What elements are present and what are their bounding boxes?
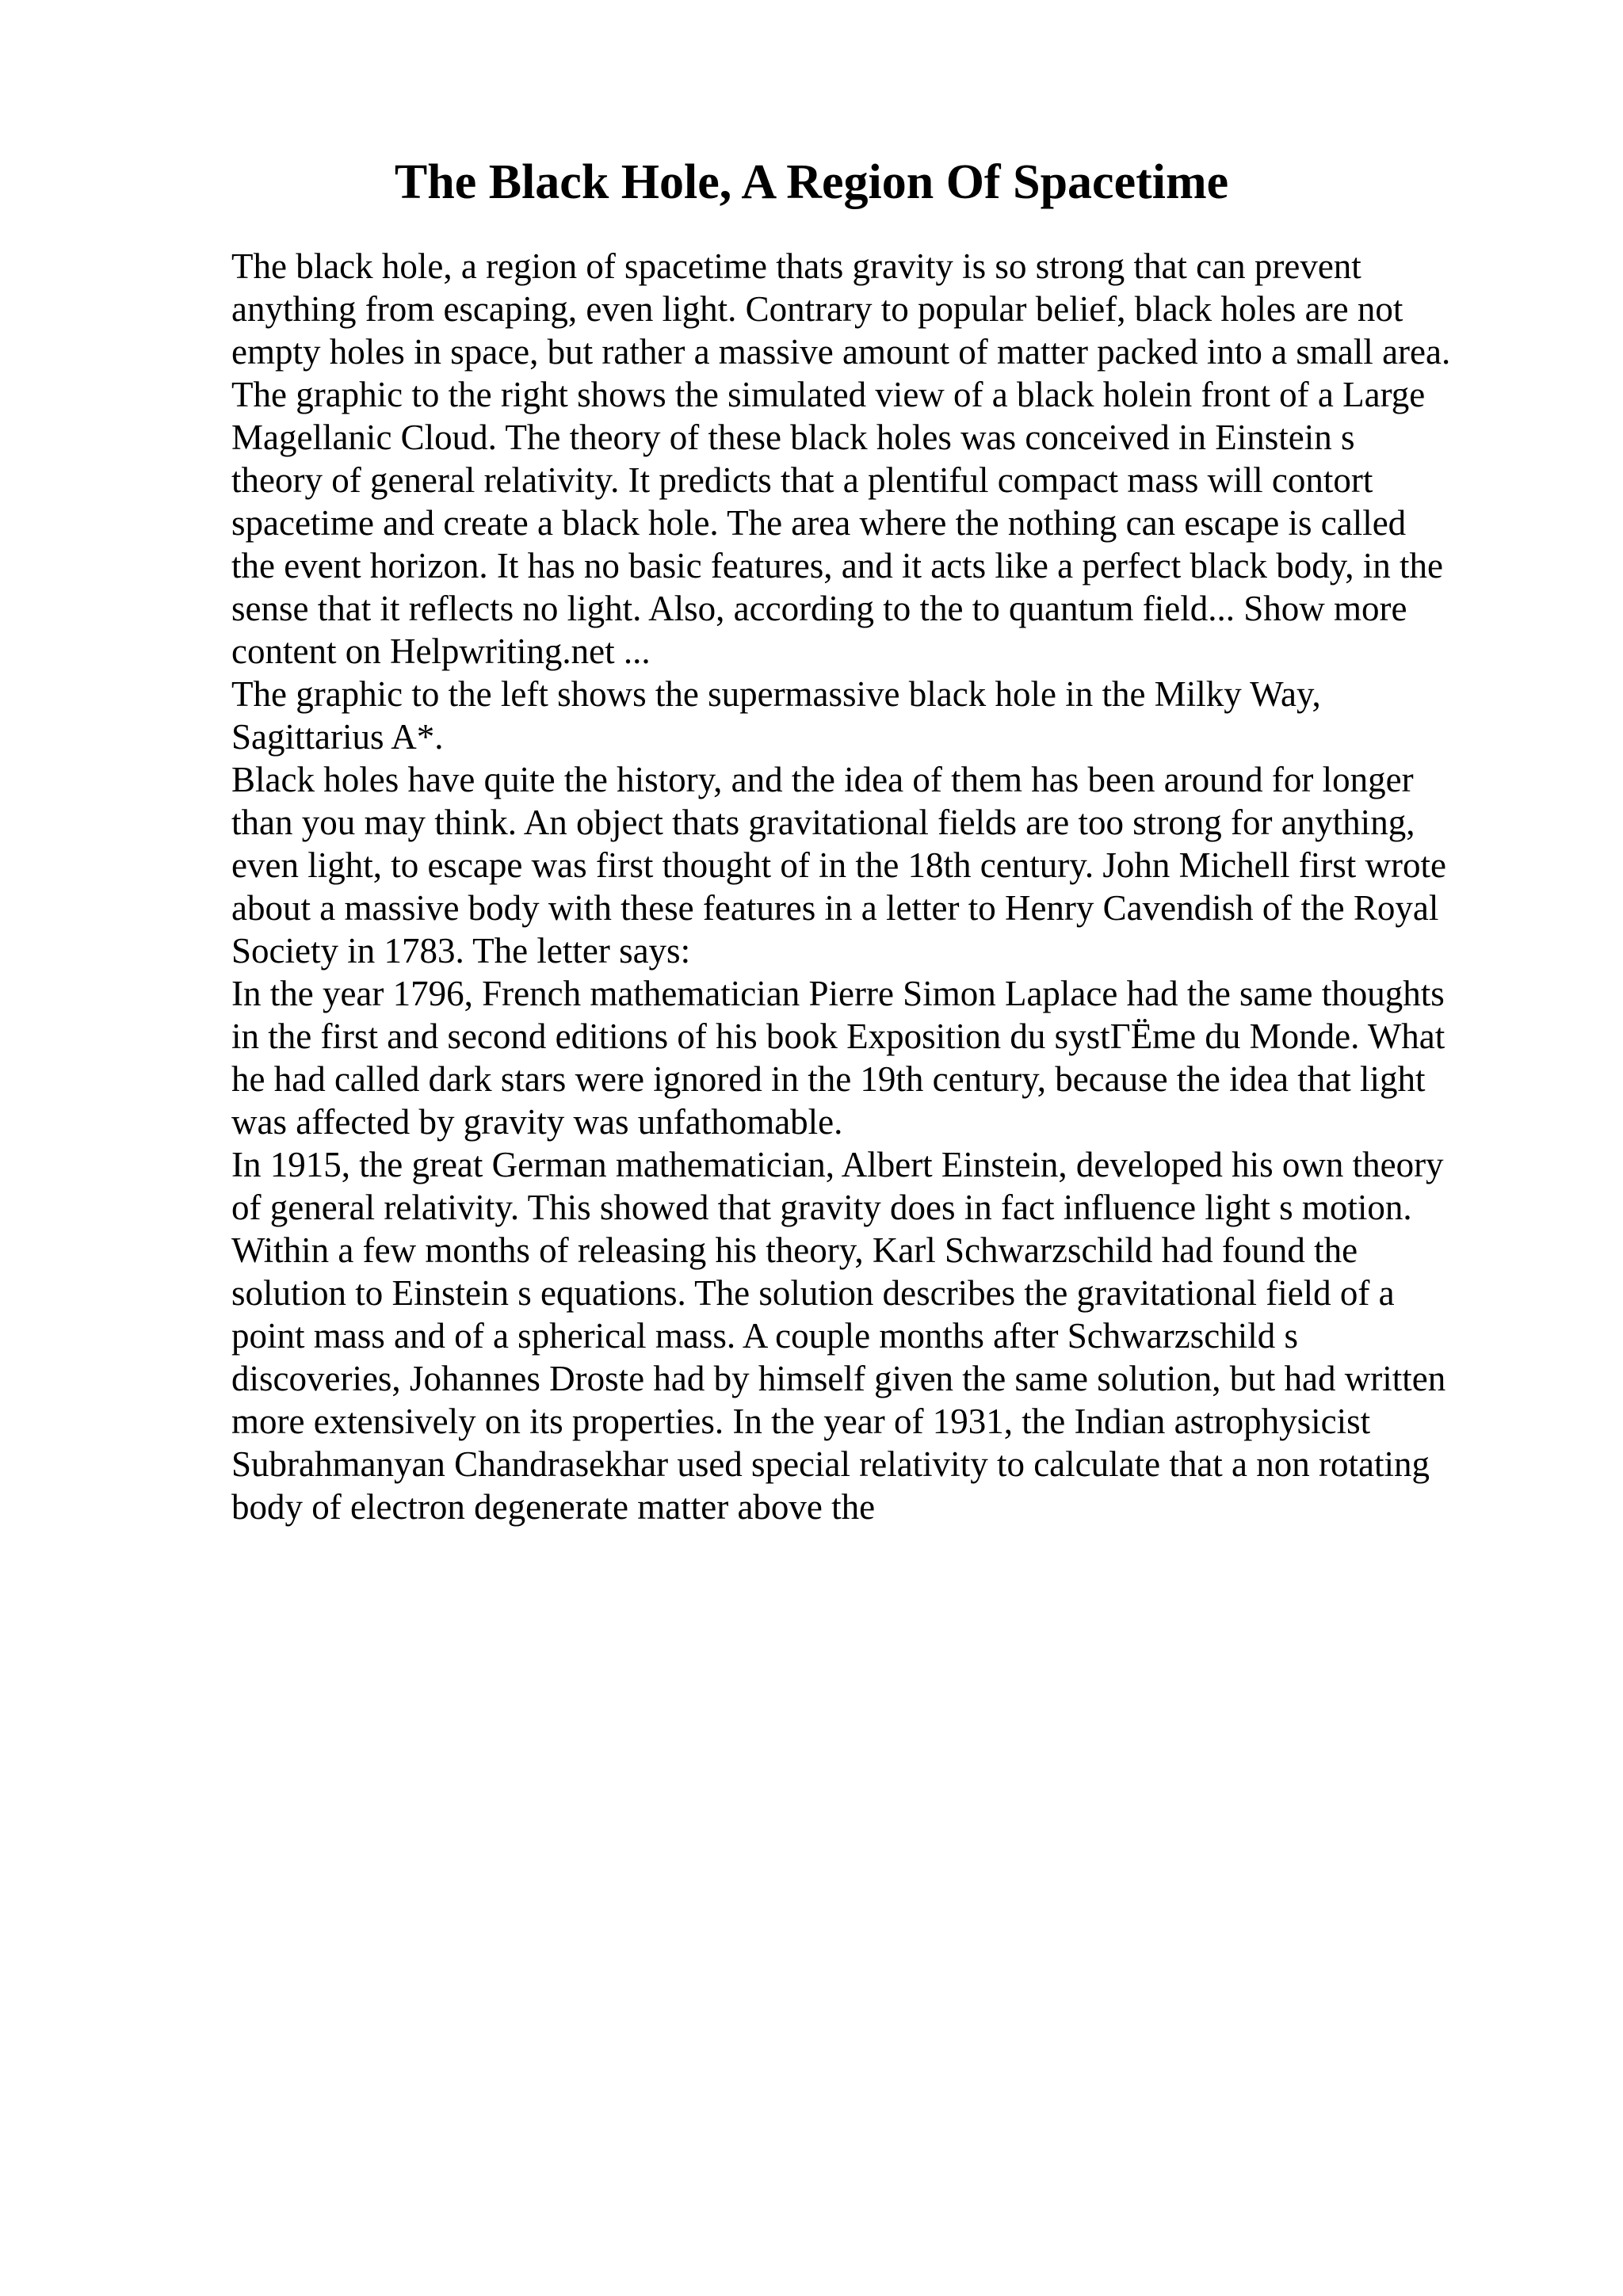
text-line: the event horizon. It has no basic features, and it acts like a perfect black body, in the [231, 546, 1444, 585]
text-line: discoveries, Johannes Droste had by himself given the same solution, but had written [231, 1359, 1446, 1398]
text-line: content on Helpwriting.net ... [231, 631, 651, 671]
text-line: The graphic to the right shows the simulated view of a black holein front of a Large [231, 375, 1426, 414]
text-line: anything from escaping, even light. Contrary to popular belief, black holes are not [231, 289, 1403, 329]
text-line: he had called dark stars were ignored in the 19th century, because the idea that light [231, 1059, 1426, 1099]
text-line: than you may think. An object thats gravitational fields are too strong for anything, [231, 803, 1415, 842]
text-line: Magellanic Cloud. The theory of these black holes was conceived in Einstein s [231, 418, 1355, 457]
document-body [231, 245, 1499, 1528]
text-line: body of electron degenerate matter above the [231, 1487, 876, 1527]
text-line: was affected by gravity was unfathomable. [231, 1102, 843, 1142]
text-line: Subrahmanyan Chandrasekhar used special relativity to calculate that a non rotating [231, 1444, 1430, 1484]
paragraph [231, 245, 1499, 673]
text-line: In the year 1796, French mathematician Pierre Simon Laplace had the same thoughts [231, 974, 1445, 1013]
text-line: about a massive body with these features in a letter to Henry Cavendish of the Royal [231, 888, 1439, 928]
text-line: Society in 1783. The letter says: [231, 931, 691, 971]
document-title: The Black Hole, A Region Of Spacetime [394, 155, 1229, 209]
text-line: more extensively on its properties. In the year of 1931, the Indian astrophysicist [231, 1402, 1371, 1441]
text-line: The graphic to the left shows the supermassive black hole in the Milky Way, [231, 674, 1321, 714]
text-line: even light, to escape was first thought of in the 18th century. John Michell first wrote [231, 845, 1446, 885]
text-line: The black hole, a region of spacetime thats gravity is so strong that can prevent [231, 246, 1361, 286]
text-line: In 1915, the great German mathematician, Albert Einstein, developed his own theory [231, 1145, 1444, 1184]
paragraph [231, 758, 1499, 972]
text-line: sense that it reflects no light. Also, according to the to quantum field... Show more [231, 589, 1407, 628]
text-line: solution to Einstein s equations. The solution describes the gravitational field of a [231, 1273, 1395, 1313]
text-line: in the first and second editions of his book Exposition du systΓËme du Monde. What [231, 1016, 1445, 1056]
text-line: Sagittarius A*. [231, 717, 444, 757]
text-line: point mass and of a spherical mass. A couple months after Schwarzschild s [231, 1316, 1298, 1356]
paragraph [231, 972, 1499, 1143]
text-line: Black holes have quite the history, and the idea of them has been around for longer [231, 760, 1414, 799]
paragraph [231, 1143, 1499, 1528]
text-line: Within a few months of releasing his theory, Karl Schwarzschild had found the [231, 1230, 1358, 1270]
text-line: of general relativity. This showed that gravity does in fact influence light s motion. [231, 1188, 1412, 1227]
text-line: empty holes in space, but rather a massive amount of matter packed into a small area. [231, 332, 1451, 372]
text-line: spacetime and create a black hole. The area where the nothing can escape is called [231, 503, 1407, 543]
text-line: theory of general relativity. It predicts that a plentiful compact mass will contort [231, 460, 1373, 500]
paragraph [231, 673, 1499, 758]
